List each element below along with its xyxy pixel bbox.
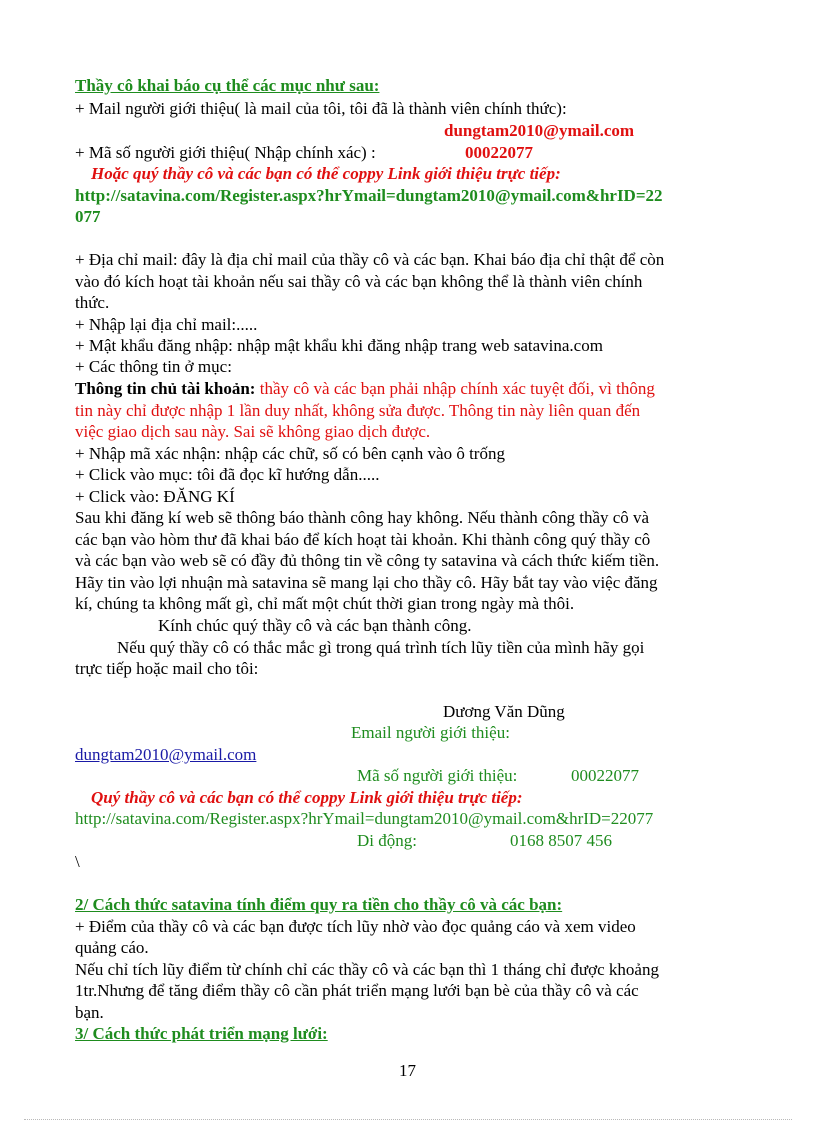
referrer-code-label: Mã số người giới thiệu: bbox=[357, 766, 518, 785]
paragraph-line: + Click vào mục: tôi đã đọc kĩ hướng dẫn..... bbox=[75, 465, 380, 484]
author-name: Dương Văn Dũng bbox=[443, 702, 565, 721]
coppy-link-note: Hoặc quý thầy cô và các bạn có thể coppy Link giới thiệu trực tiếp: bbox=[91, 164, 561, 183]
wishes-line: Kính chúc quý thầy cô và các bạn thành công. bbox=[158, 616, 472, 635]
page-bottom-divider bbox=[24, 1119, 792, 1120]
paragraph-line: kí, chúng ta không mất gì, chỉ mất một chút thời gian trong ngày mà thôi. bbox=[75, 594, 575, 613]
register-link-full[interactable]: http://satavina.com/Register.aspx?hrYmail=dungtam2010@ymail.com&hrID=22077 bbox=[75, 809, 654, 828]
paragraph-line: Hãy tin vào lợi nhuận mà satavina sẽ mang lại cho thầy cô. Hãy bắt tay vào việc đăng bbox=[75, 573, 658, 592]
account-owner-label: Thông tin chủ tài khoản bbox=[75, 379, 250, 398]
paragraph-line: + Click vào: ĐĂNG KÍ bbox=[75, 487, 235, 506]
paragraph-line: Sau khi đăng kí web sẽ thông báo thành công hay không. Nếu thành công thầy cô và bbox=[75, 508, 650, 527]
register-link-line-1[interactable]: http://satavina.com/Register.aspx?hrYmail=dungtam2010@ymail.com&hrID=22 bbox=[75, 186, 663, 205]
referrer-email-link[interactable]: dungtam2010@ymail.com bbox=[75, 745, 257, 764]
colon: : bbox=[249, 379, 256, 398]
paragraph-line: 1tr.Nhưng để tăng điểm thầy cô cần phát triển mạng lưới bạn bè của thầy cô và các bbox=[75, 981, 639, 1000]
line-referrer-mail-label: + Mail người giới thiệu( là mail của tôi, tôi đã là thành viên chính thức): bbox=[75, 99, 567, 118]
paragraph-line: các bạn vào hòm thư đã khai báo để kích hoạt tài khoản. Khi thành công quý thầy cô bbox=[75, 530, 651, 549]
mobile-label: Di động: bbox=[357, 831, 417, 850]
section-heading-2: 2/ Cách thức satavina tính điểm quy ra tiền cho thầy cô và các bạn: bbox=[75, 895, 563, 914]
paragraph-line: + Địa chỉ mail: đây là địa chỉ mail của thầy cô và các bạn. Khai báo địa chỉ thật để còn bbox=[75, 250, 665, 269]
mobile-number: 0168 8507 456 bbox=[510, 831, 612, 850]
paragraph-line: + Các thông tin ở mục: bbox=[75, 357, 232, 376]
account-owner-warning-cont: việc giao dịch sau này. Sai sẽ không giao dịch được. bbox=[75, 422, 431, 441]
paragraph-line: + Điểm của thầy cô và các bạn được tích lũy nhờ vào đọc quảng cáo và xem video bbox=[75, 917, 636, 936]
account-owner-warning-cont: tin này chỉ được nhập 1 lần duy nhất, không sửa được. Thông tin này liên quan đến bbox=[75, 401, 641, 420]
paragraph-line: và các bạn vào web sẽ có đầy đủ thông tin về công ty satavina và cách thức kiếm tiền. bbox=[75, 551, 660, 570]
account-owner-warning: thầy cô và các bạn phải nhập chính xác tuyệt đối, vì thông bbox=[259, 379, 655, 398]
referrer-code-number: 00022077 bbox=[571, 766, 639, 785]
referrer-code-value: 00022077 bbox=[465, 143, 533, 162]
referrer-email-value: dungtam2010@ymail.com bbox=[444, 121, 635, 140]
account-owner-line bbox=[75, 378, 655, 399]
section-heading-declare: Thầy cô khai báo cụ thể các mục như sau: bbox=[75, 76, 380, 95]
coppy-link-note-2: Quý thầy cô và các bạn có thể coppy Link giới thiệu trực tiếp: bbox=[91, 788, 523, 807]
section-heading-3: 3/ Cách thức phát triển mạng lưới: bbox=[75, 1024, 328, 1043]
paragraph-line: + Mật khẩu đăng nhập: nhập mật khẩu khi đăng nhập trang web satavina.com bbox=[75, 336, 603, 355]
paragraph-line: thức. bbox=[75, 293, 110, 312]
register-link-line-2[interactable]: 077 bbox=[75, 207, 101, 226]
paragraph-line: trực tiếp hoặc mail cho tôi: bbox=[75, 659, 259, 678]
paragraph-line: Nếu chỉ tích lũy điểm từ chính chỉ các thầy cô và các bạn thì 1 tháng chỉ được khoảng bbox=[75, 960, 659, 979]
backslash-line: \ bbox=[75, 852, 80, 871]
page-number: 17 bbox=[399, 1061, 416, 1080]
paragraph-line: + Nhập mã xác nhận: nhập các chữ, số có bên cạnh vào ô trống bbox=[75, 444, 505, 463]
paragraph-line: vào đó kích hoạt tài khoản nếu sai thầy cô và các bạn không thể là thành viên chính bbox=[75, 272, 643, 291]
paragraph-line: Nếu quý thầy cô có thắc mắc gì trong quá trình tích lũy tiền của mình hãy gọi bbox=[117, 638, 645, 657]
paragraph-line: quảng cáo. bbox=[75, 938, 149, 957]
paragraph-line: + Nhập lại địa chỉ mail:..... bbox=[75, 315, 258, 334]
line-referrer-code-label: + Mã số người giới thiệu( Nhập chính xác) : bbox=[75, 143, 376, 162]
referrer-email-label: Email người giới thiệu: bbox=[351, 723, 510, 742]
paragraph-line: bạn. bbox=[75, 1003, 104, 1022]
